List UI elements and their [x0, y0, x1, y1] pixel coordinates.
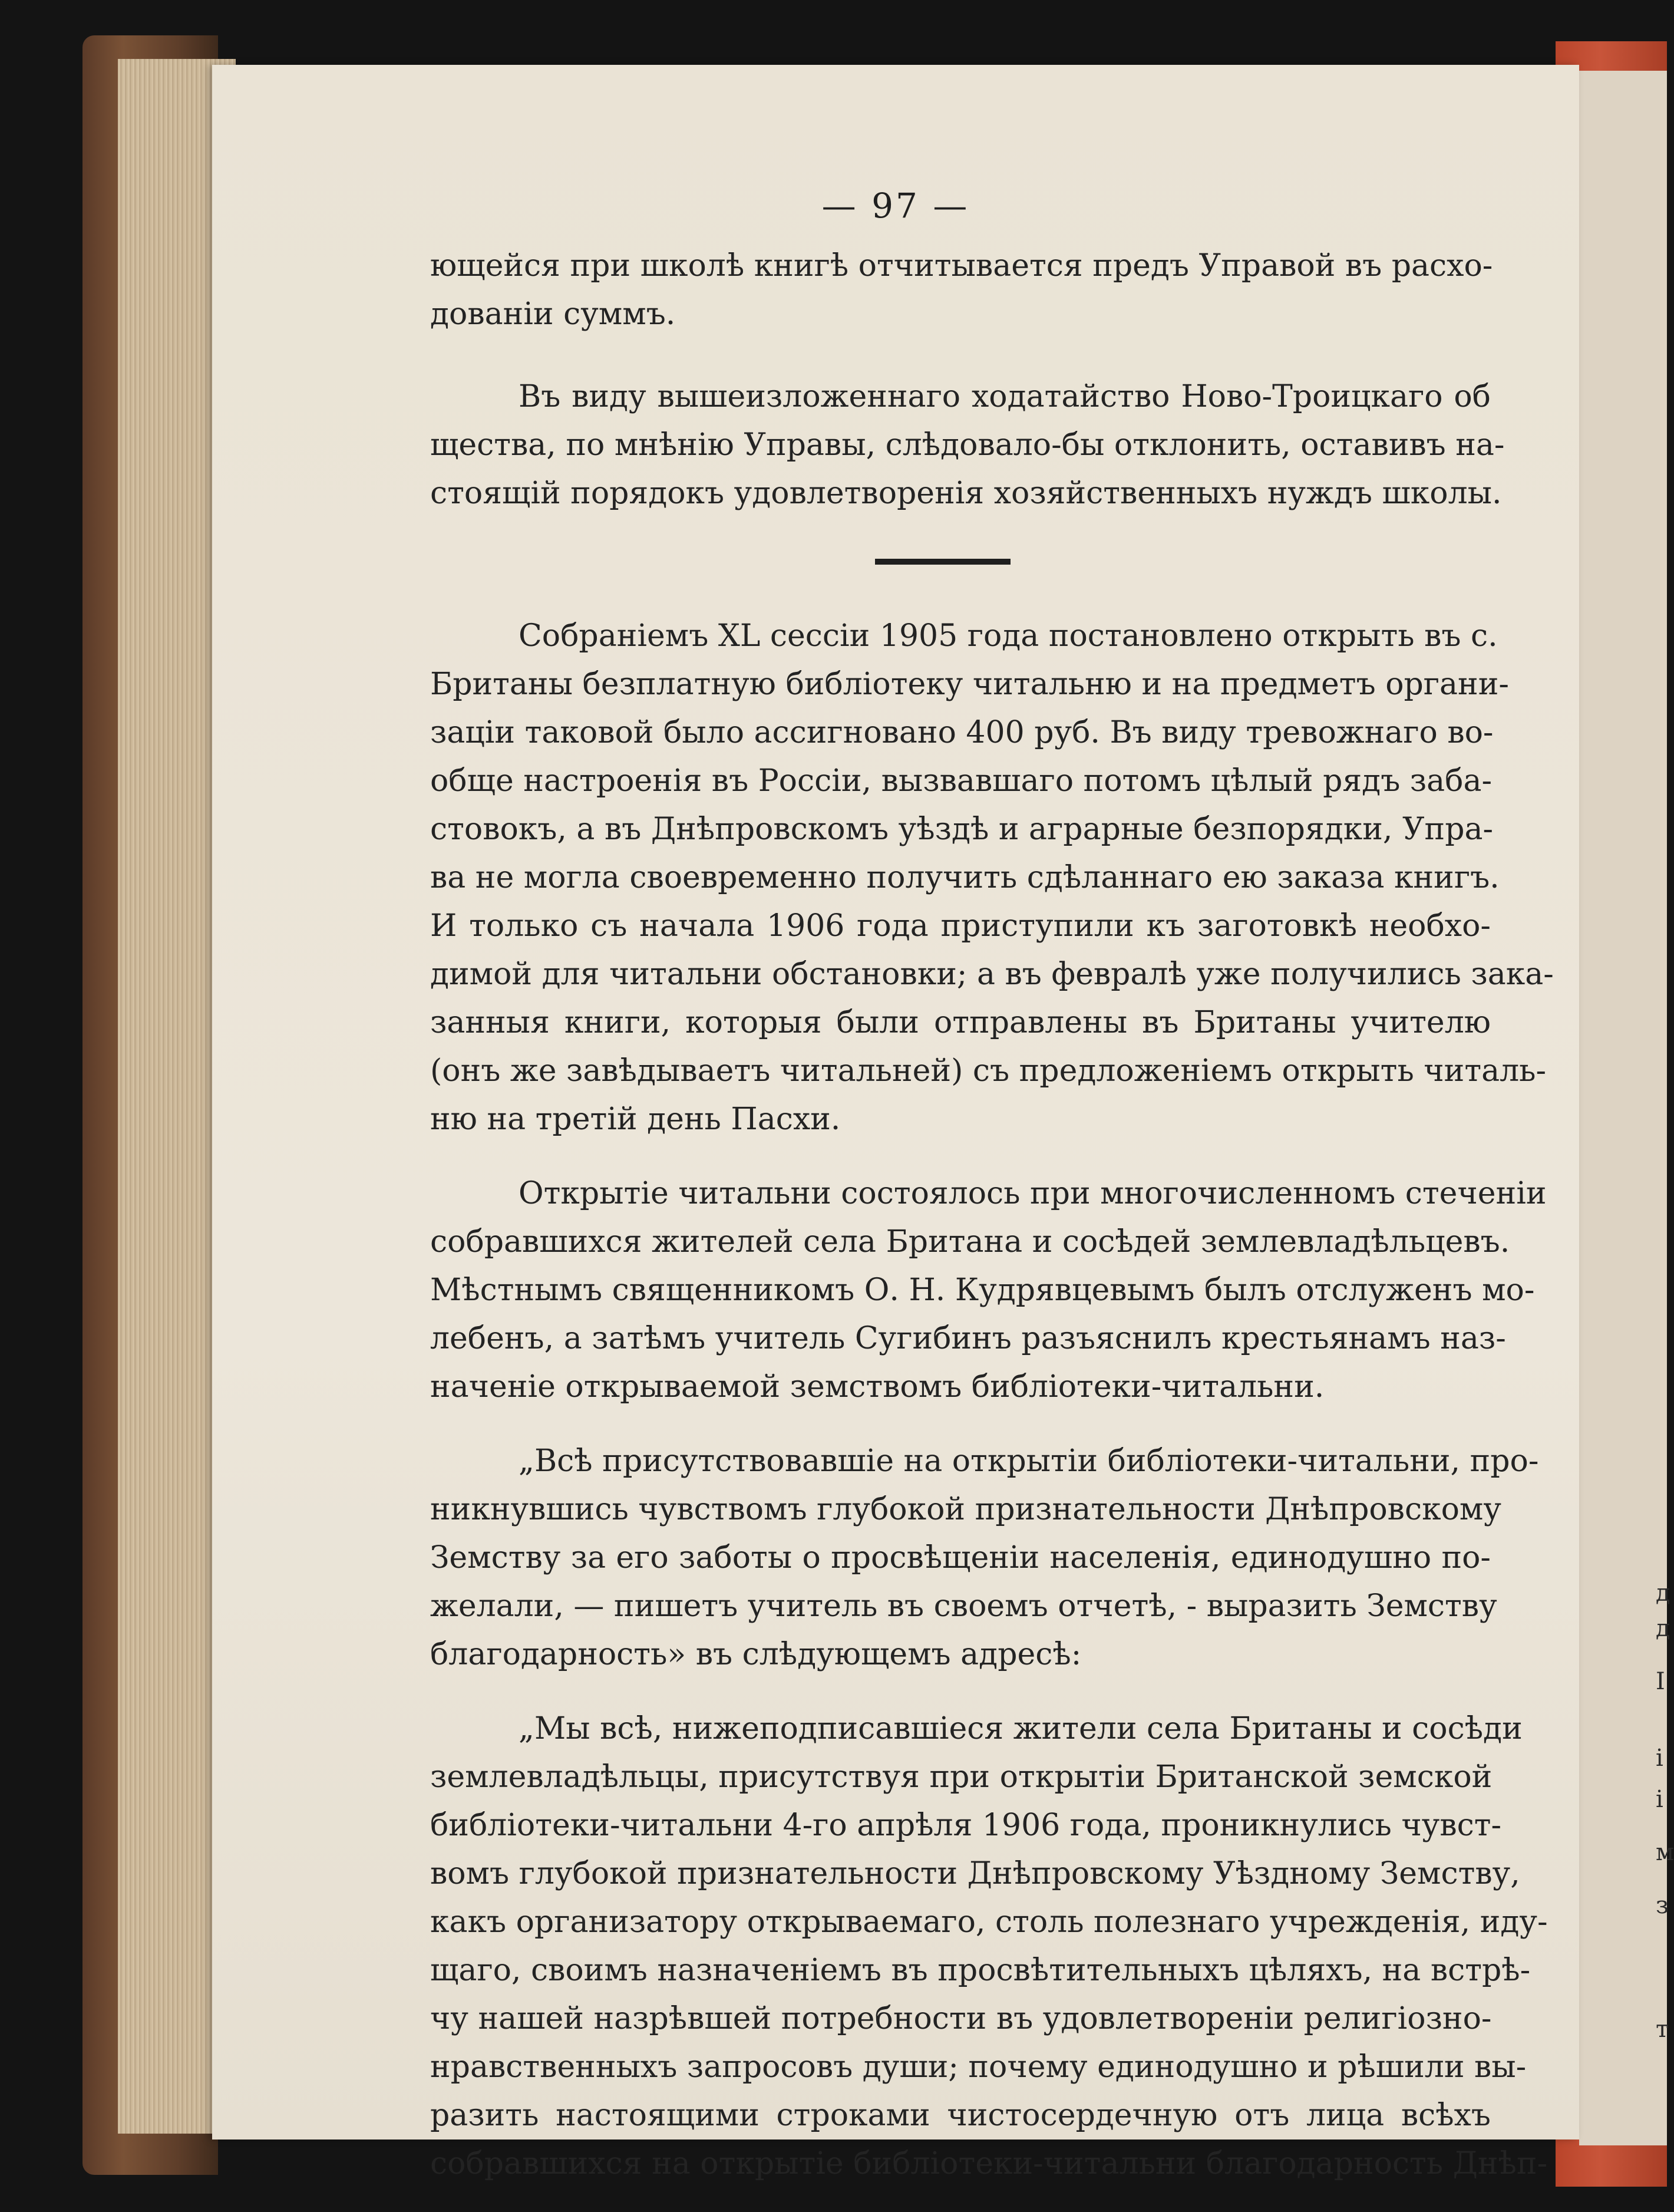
text-line: заціи таковой было ассигновано 400 руб. Въ виду тревожнаго во-	[430, 715, 1494, 750]
text-line: щаго, своимъ назначеніемъ въ просвѣтительныхъ цѣляхъ, на встрѣ-	[430, 1953, 1531, 1988]
text-line: Земству за его заботы о просвѣщеніи населенія, единодушно по-	[430, 1540, 1491, 1575]
text-line: какъ организатору открываемаго, столь полезнаго учрежденія, иду-	[430, 1904, 1548, 1940]
next-page-fragment: т	[1656, 2016, 1669, 2043]
next-page-fragment: д	[1656, 1580, 1670, 1607]
next-page-fragment: і	[1656, 1786, 1663, 1813]
text-line: димой для читальни обстановки; а въ февралѣ уже получились зака-	[430, 957, 1554, 992]
text-line: „Мы всѣ, нижеподписавшіеся жители села Британы и сосѣди	[519, 1711, 1523, 1746]
page-text	[430, 242, 1554, 2188]
text-line: разить настоящими строками чистосердечную отъ лица всѣхъ	[430, 2098, 1491, 2133]
text-line: Британы безплатную библіотеку читальню и на предметъ органи-	[430, 667, 1509, 702]
text-line: Мѣстнымъ священникомъ О. Н. Кудрявцевымъ былъ отслуженъ мо-	[430, 1273, 1535, 1308]
text-line: землевладѣльцы, присутствуя при открытіи Британской земской	[430, 1759, 1493, 1795]
text-line: Собраніемъ XL сессіи 1905 года постановлено открыть въ с.	[519, 618, 1498, 654]
section-divider	[875, 559, 1011, 565]
next-page-fragment: м	[1656, 1839, 1674, 1866]
text-line: лебенъ, а затѣмъ учитель Сугибинъ разъяснилъ крестьянамъ наз-	[430, 1321, 1506, 1356]
paragraph	[430, 372, 1505, 517]
text-line: ню на третій день Пасхи.	[430, 1102, 841, 1137]
text-line: собравшихся жителей села Британа и сосѣдей землевладѣльцевъ.	[430, 1224, 1510, 1260]
text-line: нравственныхъ запросовъ души; почему единодушно и рѣшили вы-	[430, 2049, 1527, 2085]
text-line: благодарность» въ слѣдующемъ адресѣ:	[430, 1637, 1082, 1672]
paragraph	[430, 242, 1491, 338]
next-page-fragment: з	[1656, 1892, 1669, 1919]
text-line: (онъ же завѣдываетъ читальней) съ предложеніемъ открыть читаль-	[430, 1053, 1547, 1089]
text-line: никнувшись чувствомъ глубокой признательности Днѣпровскому	[430, 1492, 1501, 1527]
text-line: вомъ глубокой признательности Днѣпровскому Уѣздному Земству,	[430, 1856, 1520, 1891]
book-page	[212, 65, 1579, 2181]
next-page-fragment: д	[1656, 1615, 1670, 1642]
next-page-fragment: І	[1656, 1668, 1665, 1695]
paragraph	[430, 612, 1554, 1143]
text-line: стоящій порядокъ удовлетворенія хозяйственныхъ нуждъ школы.	[430, 476, 1502, 511]
text-line: дованіи суммъ.	[430, 296, 676, 332]
text-line: чу нашей назрѣвшей потребности въ удовлетвореніи религіозно-	[430, 2001, 1492, 2036]
paragraph	[430, 1705, 1548, 2188]
text-line: ва не могла своевременно получить сдѣланнаго ею заказа книгъ.	[430, 860, 1500, 895]
next-page	[1579, 71, 1674, 2145]
paragraph	[430, 1169, 1547, 1411]
text-line: ющейся при школѣ книгѣ отчитывается предъ Управой въ расхо-	[430, 248, 1493, 283]
paragraph	[430, 1437, 1539, 1679]
text-line: Открытіе читальни состоялось при многочисленномъ стеченіи	[519, 1176, 1547, 1211]
text-line: собравшихся на открытіе библіотеки-читальни благодарность Днѣп-	[430, 2146, 1548, 2181]
text-line: библіотеки-читальни 4-го апрѣля 1906 года, проникнулись чувст-	[430, 1808, 1502, 1843]
text-line: желали, — пишетъ учитель въ своемъ отчетѣ, - выразить Земству	[430, 1588, 1497, 1624]
page-number: — 97 —	[821, 186, 970, 226]
text-line: Въ виду вышеизложеннаго ходатайство Ново-Троицкаго об	[519, 379, 1491, 414]
text-line: занныя книги, которыя были отправлены въ Британы учителю	[430, 1005, 1491, 1040]
text-line: щества, по мнѣнію Управы, слѣдовало-бы отклонить, оставивъ на-	[430, 427, 1505, 463]
text-line: стовокъ, а въ Днѣпровскомъ уѣздѣ и аграрные безпорядки, Упра-	[430, 812, 1494, 847]
text-line: наченіе открываемой земствомъ библіотеки-читальни.	[430, 1369, 1325, 1405]
text-line: „Всѣ присутствовавшіе на открытіи библіотеки-читальни, про-	[519, 1443, 1539, 1479]
next-page-fragment: і	[1656, 1745, 1663, 1772]
text-line: обще настроенія въ Россіи, вызвавшаго потомъ цѣлый рядъ заба-	[430, 763, 1493, 799]
text-line: И только съ начала 1906 года приступили къ заготовкѣ необхо-	[430, 908, 1491, 944]
